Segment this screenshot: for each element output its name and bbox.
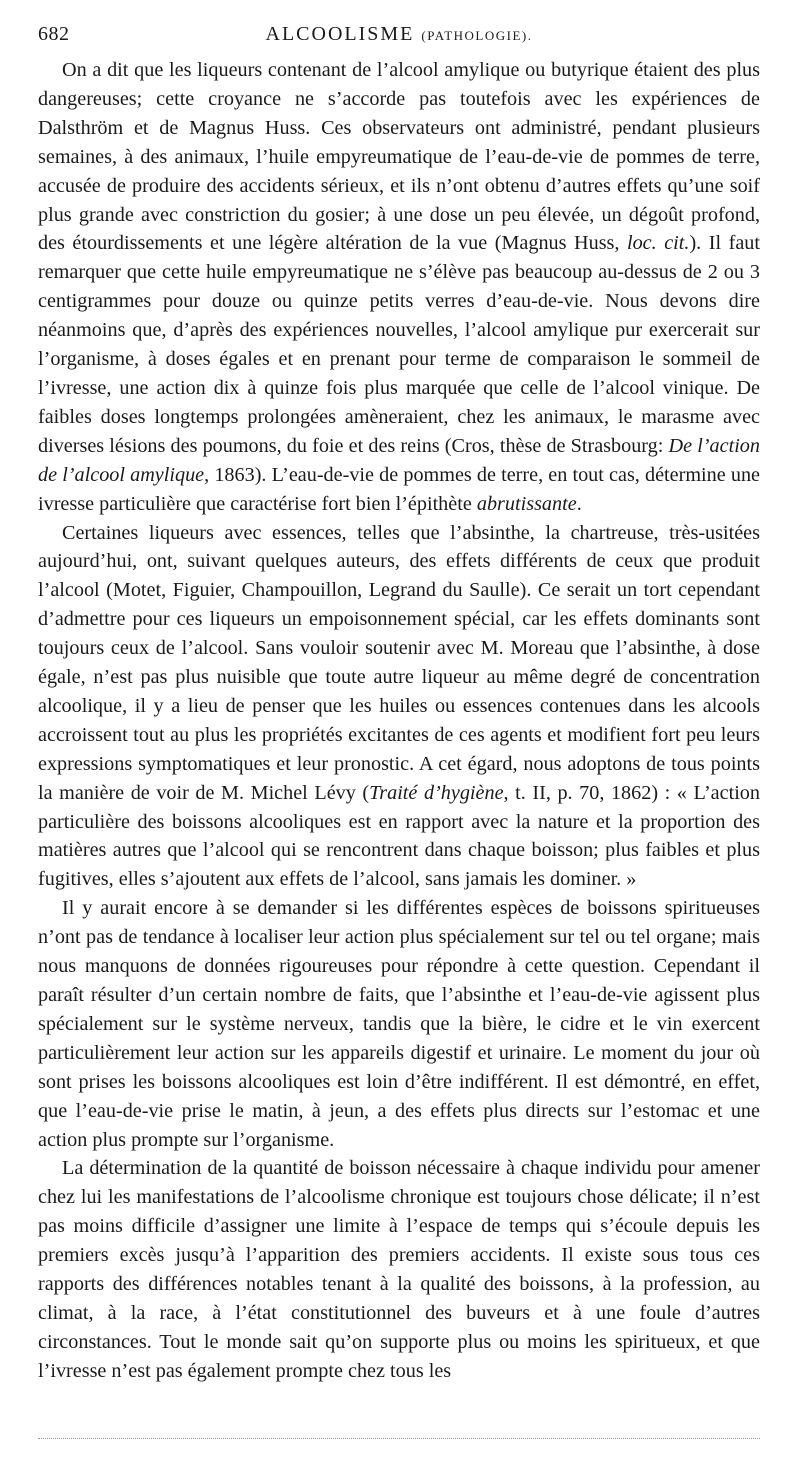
running-title-main: ALCOOLISME [265, 23, 415, 45]
text-run: Certaines liqueurs avec essences, telles que l’absinthe, la chartreuse, très-usitées aujourd’hui, ont, suivant quelques auteurs, des effets différents de ceux que produit l’alcool (Motet, Figuier, Champouillon, Legrand du Saulle). Ce serait un tort cependant d’admettre pour ces liqueurs un empoisonnement spécial, car les effets dominants sont toujours ceux de l’alcool. Sans vouloir soutenir avec M. Moreau que l’absinthe, à dose égale, n’est pas plus nuisible que toute autre liqueur au même degré de concentration alcoolique, il y a lieu de penser que les huiles ou essences contenues dans les alcools accroissent tout au plus les propriétés excitantes de ces agents et modifient fort peu leurs expressions symptomatiques et leur pronostic. A cet égard, nous adoptons de tous points la manière de voir de M. Michel Lévy ( [38, 521, 760, 804]
text-run: Il y aurait encore à se demander si les différentes espèces de boissons spiritueuses n’ont pas de tendance à localiser leur action plus spécialement sur tel ou tel organe; mais nous manquons de données rigoureuses pour répondre à cette question. Cependant il paraît résulter d’un certain nombre de faits, que l’absinthe et l’eau-de-vie agissent plus spécialement sur le système nerveux, tandis que la bière, le cidre et le vin exercent particulièrement leur action sur les appareils digestif et urinaire. Le moment du jour où sont prises les boissons alcooliques est loin d’être indifférent. Il est démontré, en effet, que l’eau-de-vie prise le matin, à jeun, a des effets plus directs sur l’estomac et une action plus prompte sur l’organisme. [38, 897, 760, 1151]
italic-text: De l’action de l’alcool amylique [38, 434, 760, 486]
running-title-subtitle: (PATHOLOGIE). [421, 28, 533, 43]
page-number: 682 [38, 23, 70, 45]
italic-text: loc. cit. [626, 232, 690, 255]
running-title [38, 22, 760, 48]
paragraph [38, 56, 760, 519]
paragraph [38, 894, 760, 1154]
running-head [38, 22, 760, 46]
text-run: , t. II, p. 70, 1862) : « L’action particulière des boissons alcooliques est en rapport avec la nature et la proportion des matières autres que l’alcool qui se rencontrent dans chaque boisson; plus faibles et plus fugitives, elles s’ajoutent aux effets de l’alcool, sans jamais les dominer. » [38, 781, 760, 891]
body-text [38, 56, 760, 1386]
page [38, 22, 760, 1386]
text-run: ). Il faut remarquer que cette huile empyreumatique ne s’élève pas beaucoup au-dessus de 2 ou 3 centigrammes pour douze ou quinze petits verres d’eau-de-vie. Nous devons dire néanmoins que, d’après des expériences nouvelles, l’alcool amylique pur exercerait sur l’organisme, à doses égales et en prenant pour terme de comparaison le sommeil de l’ivresse, une action dix à quinze fois plus marquée que celle de l’alcool vinique. De faibles doses longtemps prolongées amèneraient, chez les animaux, le marasme avec diverses lésions des poumons, du foie et des reins (Cros, thèse de Strasbourg: [38, 232, 760, 457]
footer-rule [38, 1438, 760, 1439]
italic-text: abrutissante [476, 492, 577, 515]
text-run: , 1863). L’eau-de-vie de pommes de terre, en tout cas, détermine une ivresse particulière que caractérise fort bien l’épithète [38, 463, 760, 515]
text-run: . [576, 492, 582, 515]
text-run: On a dit que les liqueurs contenant de l’alcool amylique ou butyrique étaient des plus dangereuses; cette croyance ne s’accorde pas toutefois avec les expériences de Dalsthröm et de Magnus Huss. Ces observateurs ont administré, pendant plusieurs semaines, à des animaux, l’huile empyreumatique de l’eau-de-vie de pommes de terre, accusée de produire des accidents sérieux, et ils n’ont obtenu d’autres effets qu’une soif plus grande avec constriction du gosier; à une dose un peu élevée, un dégoût profond, des étourdissements et une légère altération de la vue (Magnus Huss, [38, 59, 760, 255]
italic-text: Traité d’hygiène [369, 781, 504, 804]
text-run: La détermination de la quantité de boisson nécessaire à chaque individu pour amener chez lui les manifestations de l’alcoolisme chronique est toujours chose délicate; il n’est pas moins difficile d’assigner une limite à l’espace de temps qui s’écoule depuis les premiers excès jusqu’à l’apparition des premiers accidents. Il existe sous tous ces rapports des différences notables tenant à la qualité des boissons, à la profession, au climat, à la race, à l’état constitutionnel des buveurs et à une foule d’autres circonstances. Tout le monde sait qu’on supporte plus ou moins les spiritueux, et que l’ivresse n’est pas également prompte chez tous les [38, 1157, 760, 1382]
paragraph [38, 1154, 760, 1385]
paragraph [38, 519, 760, 895]
